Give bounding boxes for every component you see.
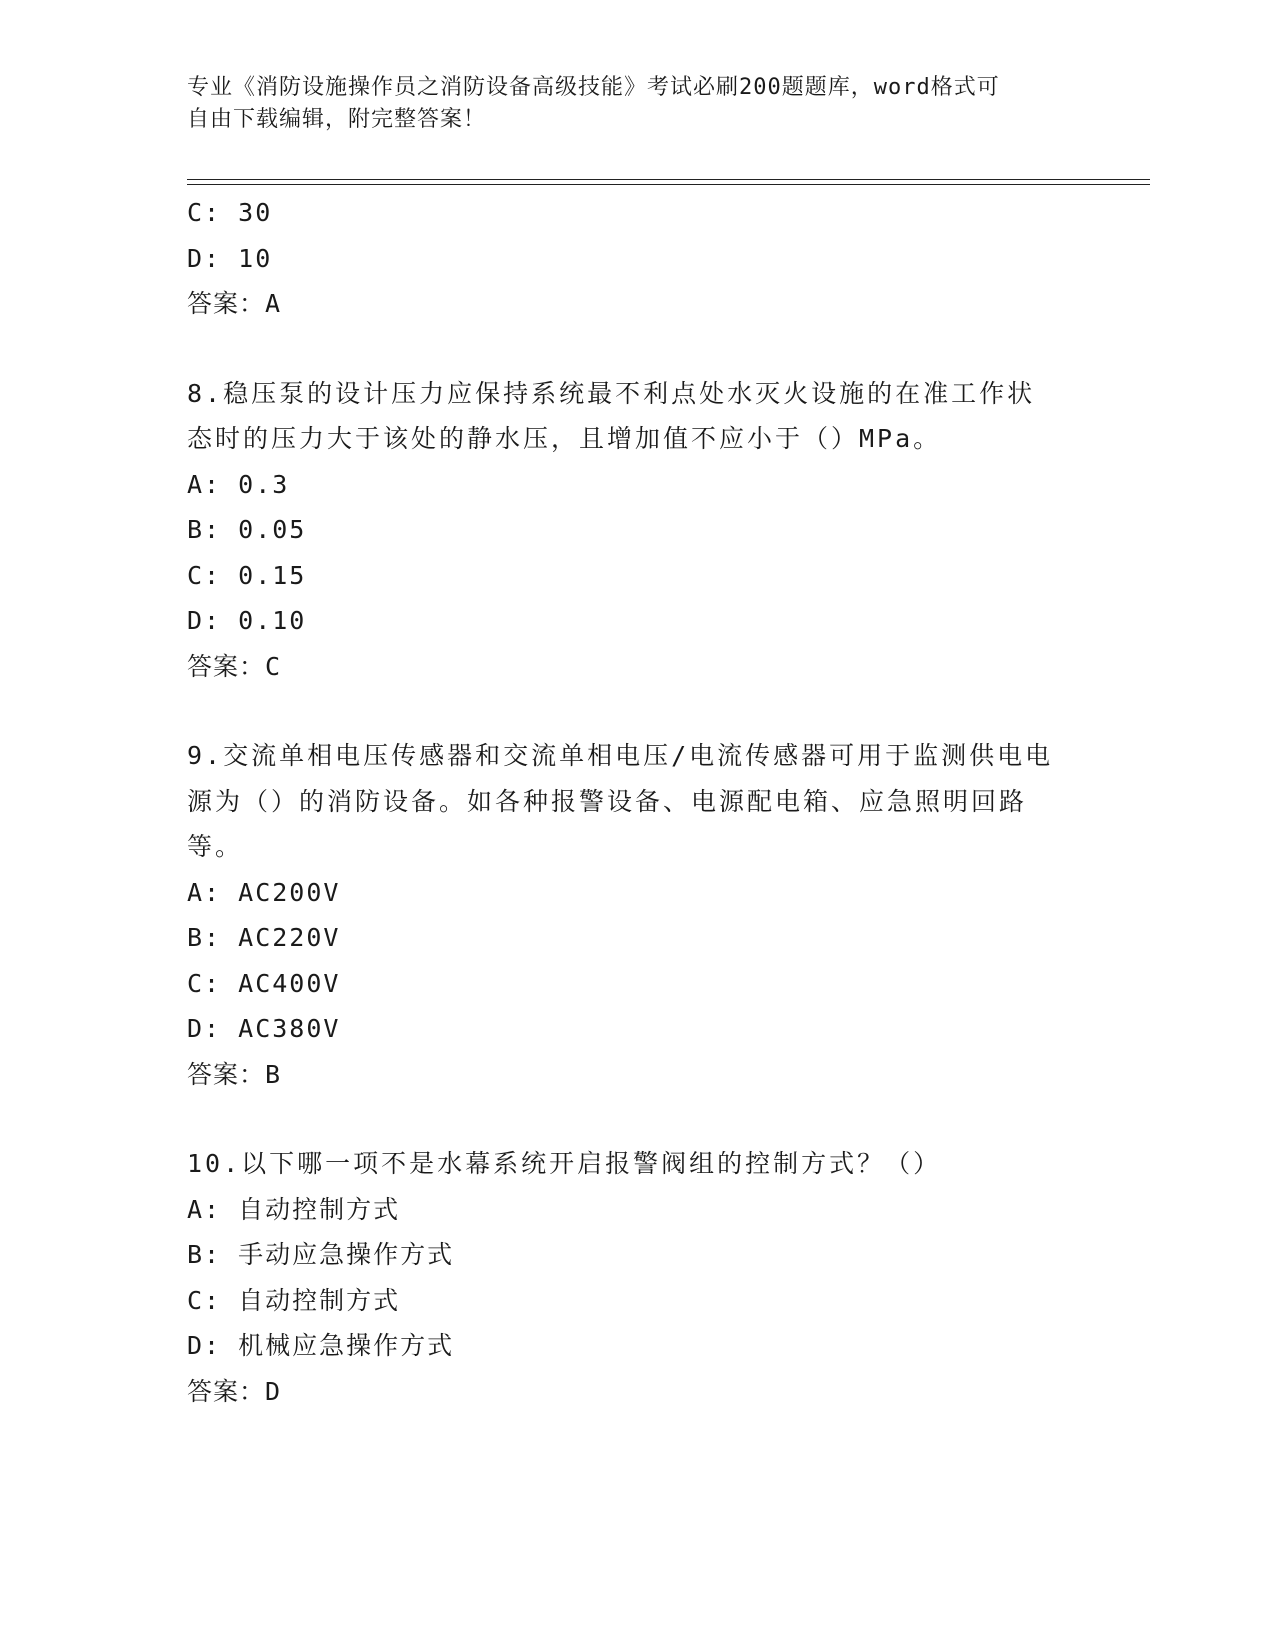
- answer-line: 答案：D: [187, 1376, 282, 1406]
- question-text-line-1: 8.稳压泵的设计压力应保持系统最不利点处水灭火设施的在准工作状: [187, 378, 1036, 408]
- spacer: [187, 689, 1087, 733]
- question-text-line-1: 9.交流单相电压传感器和交流单相电压/电流传感器可用于监测供电电: [187, 741, 1054, 770]
- question-list: [187, 190, 1087, 1414]
- question-text-line-2: 态时的压力大于该处的静水压，且增加值不应小于（）MPa。: [187, 424, 942, 453]
- question-9: [187, 733, 1087, 1097]
- option-c: C: 30: [187, 198, 273, 227]
- option-a: A: 自动控制方式: [187, 1194, 401, 1224]
- option-d: D: 10: [187, 243, 273, 273]
- option-c: C: 0.15: [187, 560, 307, 590]
- document-header: [187, 72, 1067, 136]
- spacer: [187, 327, 1087, 371]
- question-text: [187, 1141, 1067, 1187]
- option-b: B: AC220V: [187, 923, 341, 952]
- option-b: B: 手动应急操作方式: [187, 1240, 455, 1269]
- header-line-2: 自由下载编辑，附完整答案！: [187, 107, 487, 132]
- question-text: [187, 371, 1067, 462]
- option-d: D: 0.10: [187, 606, 307, 635]
- spacer: [187, 1097, 1087, 1141]
- answer-line: 答案：C: [187, 651, 282, 681]
- question-text-line-1: 10.以下哪一项不是水幕系统开启报警阀组的控制方式？（）: [187, 1149, 942, 1178]
- option-d: D: 机械应急操作方式: [187, 1331, 455, 1360]
- question-7-tail: [187, 190, 1087, 327]
- header-line-1: 专业《消防设施操作员之消防设备高级技能》考试必刷200题题库，word格式可: [187, 75, 1000, 100]
- option-c: C: 自动控制方式: [187, 1285, 401, 1315]
- header-divider-bottom: [187, 184, 1150, 185]
- option-a: A: 0.3: [187, 469, 290, 499]
- question-text-line-3: 等。: [187, 832, 244, 861]
- question-text: [187, 733, 1067, 870]
- header-divider-top: [187, 179, 1150, 180]
- option-a: A: AC200V: [187, 877, 341, 907]
- answer-line: 答案：A: [187, 289, 282, 318]
- answer-line: 答案：B: [187, 1059, 282, 1089]
- option-b: B: 0.05: [187, 515, 307, 544]
- question-text-line-2: 源为（）的消防设备。如各种报警设备、电源配电箱、应急照明回路: [187, 786, 1028, 816]
- option-c: C: AC400V: [187, 968, 341, 998]
- question-8: [187, 371, 1087, 690]
- question-10: [187, 1141, 1087, 1414]
- option-d: D: AC380V: [187, 1014, 341, 1043]
